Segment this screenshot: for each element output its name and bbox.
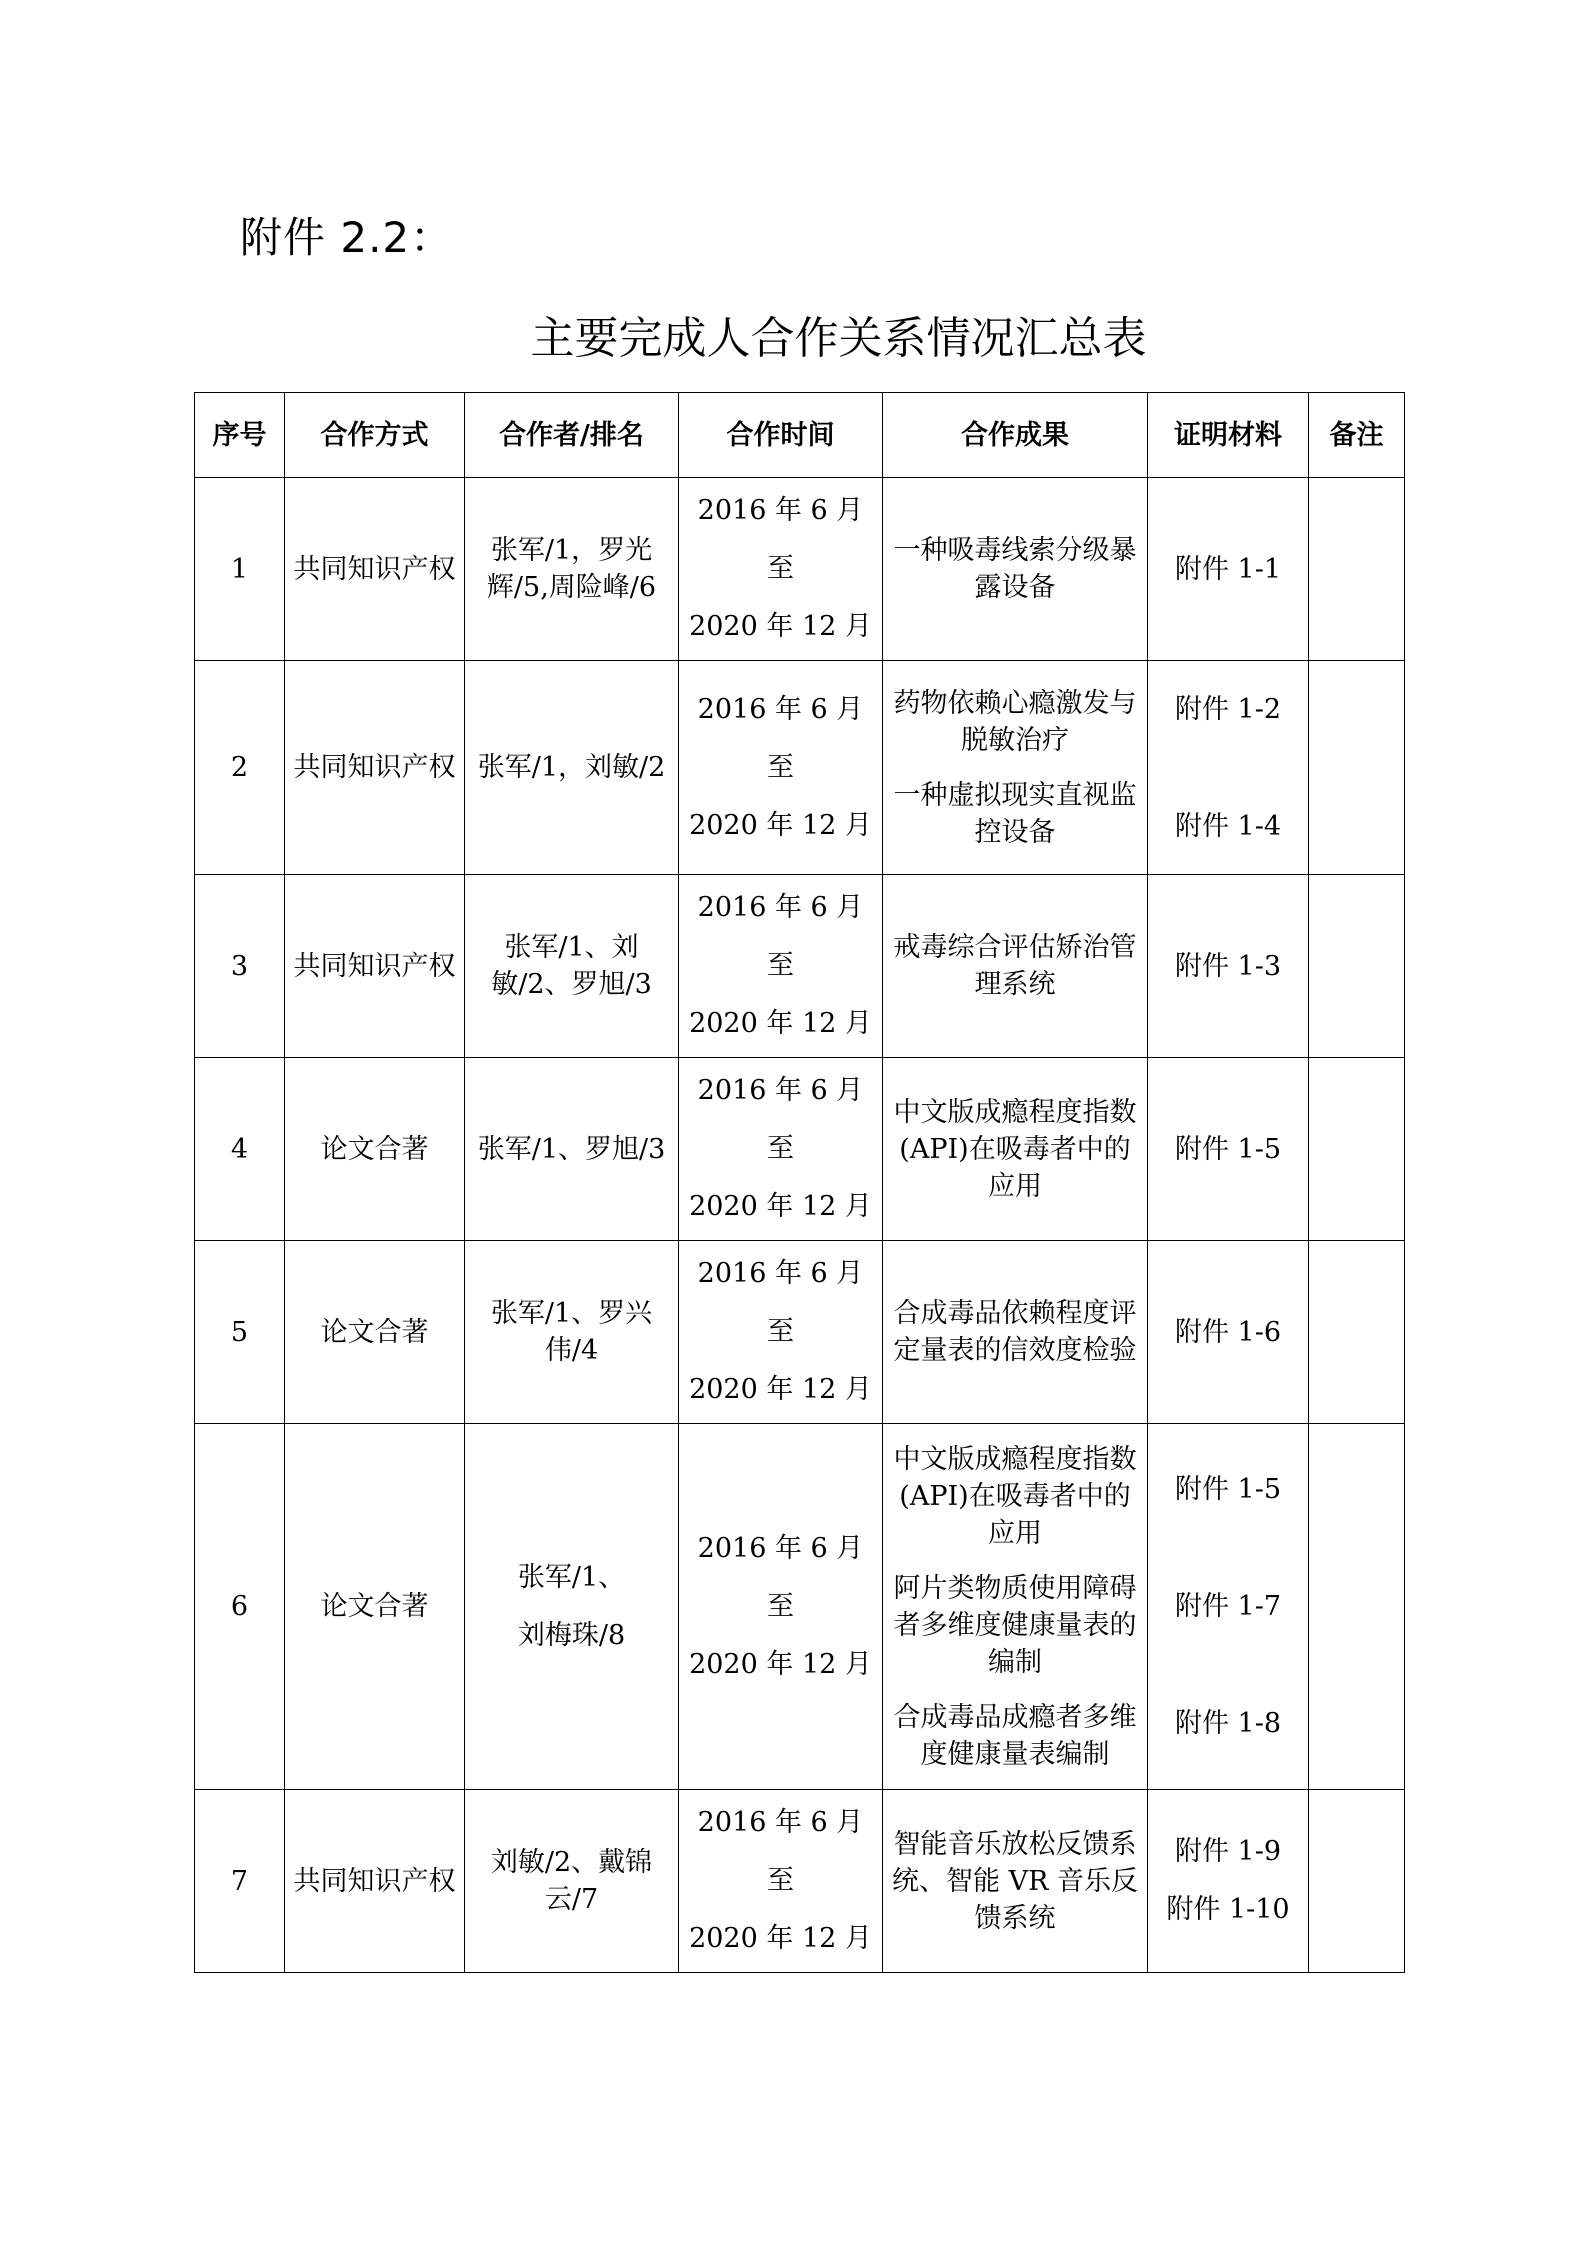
- partner-text: 张军/1、罗旭/3: [477, 1133, 666, 1165]
- cell-partners: [465, 875, 679, 1058]
- table-row: [195, 1058, 1405, 1241]
- cell-note: [1309, 1058, 1405, 1241]
- cell-time: [679, 875, 883, 1058]
- cell-method: 共同知识产权: [285, 1790, 465, 1973]
- cell-no: 7: [195, 1790, 285, 1973]
- header-no: 序号: [195, 393, 285, 478]
- result-text: 阿片类物质使用障碍者多维度健康量表的编制: [893, 1572, 1137, 1678]
- cell-evidence: [1148, 1424, 1309, 1790]
- cell-evidence: [1148, 478, 1309, 661]
- cell-note: [1309, 1424, 1405, 1790]
- evidence-text: 附件 1-2: [1174, 693, 1282, 725]
- table-row: [195, 661, 1405, 875]
- attachment-label: 附件 2.2：: [240, 213, 454, 262]
- cell-no: 1: [195, 478, 285, 661]
- cell-results: [883, 875, 1148, 1058]
- result-text: 一种吸毒线索分级暴露设备: [893, 535, 1137, 603]
- result-text: 戒毒综合评估矫治管理系统: [893, 932, 1137, 1000]
- partner-text: 张军/1、刘敏/2、罗旭/3: [491, 932, 652, 1000]
- result-text: 中文版成瘾程度指数(API)在吸毒者中的应用: [893, 1096, 1137, 1202]
- cell-partners: [465, 1058, 679, 1241]
- cell-results: [883, 661, 1148, 875]
- time-end: 2020 年 12 月: [689, 611, 872, 642]
- table-row: [195, 875, 1405, 1058]
- cell-results: [883, 1790, 1148, 1973]
- header-time: 合作时间: [679, 393, 883, 478]
- time-end: 2020 年 12 月: [689, 1374, 872, 1405]
- cell-results: [883, 1058, 1148, 1241]
- time-end: 2020 年 12 月: [689, 1923, 872, 1954]
- partner-text: 张军/1，罗光辉/5,周险峰/6: [486, 535, 657, 603]
- evidence-text: 附件 1-9: [1174, 1836, 1282, 1867]
- cell-method: 论文合著: [285, 1424, 465, 1790]
- cell-evidence: [1148, 661, 1309, 875]
- result-text: 中文版成瘾程度指数(API)在吸毒者中的应用: [893, 1443, 1137, 1549]
- table-row: [195, 1241, 1405, 1424]
- time-start: 2016 年 6 月至: [697, 1807, 864, 1896]
- cell-no: 4: [195, 1058, 285, 1241]
- header-results: 合作成果: [883, 393, 1148, 478]
- time-end: 2020 年 12 月: [689, 1008, 872, 1039]
- cell-partners: [465, 1790, 679, 1973]
- cell-evidence: [1148, 1790, 1309, 1973]
- evidence-text: 附件 1-6: [1174, 1316, 1282, 1348]
- table-row: [195, 1424, 1405, 1790]
- cell-partners: [465, 1241, 679, 1424]
- evidence-text: 附件 1-4: [1174, 810, 1282, 842]
- cell-note: [1309, 661, 1405, 875]
- result-text: 一种虚拟现实直视监控设备: [893, 779, 1137, 848]
- evidence-text: 附件 1-8: [1174, 1708, 1282, 1739]
- cell-method: 论文合著: [285, 1241, 465, 1424]
- table-row: [195, 1790, 1405, 1973]
- result-text: 药物依赖心瘾激发与脱敏治疗: [893, 687, 1137, 756]
- time-start: 2016 年 6 月至: [697, 495, 864, 584]
- cell-method: 共同知识产权: [285, 661, 465, 875]
- time-end: 2020 年 12 月: [689, 1191, 872, 1222]
- partner-text: 张军/1，刘敏/2: [477, 752, 666, 783]
- evidence-text: 附件 1-3: [1174, 950, 1282, 982]
- partner-text: 刘敏/2、戴锦云/7: [490, 1847, 653, 1915]
- cell-note: [1309, 478, 1405, 661]
- cell-time: [679, 1241, 883, 1424]
- evidence-text: 附件 1-5: [1174, 1474, 1282, 1505]
- time-start: 2016 年 6 月至: [697, 892, 864, 981]
- cell-results: [883, 1424, 1148, 1790]
- evidence-text: 附件 1-7: [1174, 1591, 1282, 1622]
- cell-evidence: [1148, 1058, 1309, 1241]
- cell-evidence: [1148, 875, 1309, 1058]
- cell-no: 2: [195, 661, 285, 875]
- evidence-text: 附件 1-1: [1174, 553, 1282, 585]
- cell-partners: [465, 478, 679, 661]
- time-start: 2016 年 6 月至: [697, 1258, 864, 1347]
- table-row: [195, 478, 1405, 661]
- result-text: 智能音乐放松反馈系统、智能 VR 音乐反馈系统: [892, 1828, 1138, 1934]
- result-text: 合成毒品成瘾者多维度健康量表编制: [893, 1701, 1137, 1770]
- partner-text: 张军/1、罗兴伟/4: [490, 1298, 653, 1366]
- document-title: 主要完成人合作关系情况汇总表: [530, 313, 1147, 364]
- cell-note: [1309, 875, 1405, 1058]
- time-start: 2016 年 6 月至: [697, 1075, 864, 1164]
- table-header-row: [195, 393, 1405, 478]
- cell-results: [883, 1241, 1148, 1424]
- header-note: 备注: [1309, 393, 1405, 478]
- cell-evidence: [1148, 1241, 1309, 1424]
- header-method: 合作方式: [285, 393, 465, 478]
- header-evidence: 证明材料: [1148, 393, 1309, 478]
- cell-time: [679, 1424, 883, 1790]
- cell-no: 3: [195, 875, 285, 1058]
- cell-note: [1309, 1790, 1405, 1973]
- cell-method: 共同知识产权: [285, 875, 465, 1058]
- cell-partners: [465, 1424, 679, 1790]
- time-start: 2016 年 6 月至: [697, 1532, 864, 1622]
- cell-time: [679, 478, 883, 661]
- cell-partners: [465, 661, 679, 875]
- cell-method: 共同知识产权: [285, 478, 465, 661]
- cell-results: [883, 478, 1148, 661]
- header-partners: 合作者/排名: [465, 393, 679, 478]
- time-end: 2020 年 12 月: [689, 809, 872, 841]
- result-text: 合成毒品依赖程度评定量表的信效度检验: [893, 1298, 1137, 1366]
- cooperation-summary-table: [194, 392, 1405, 1973]
- cell-time: [679, 1058, 883, 1241]
- cell-time: [679, 661, 883, 875]
- partner-text: 刘梅珠/8: [517, 1619, 626, 1651]
- cell-no: 6: [195, 1424, 285, 1790]
- partner-text: 张军/1、: [517, 1561, 626, 1593]
- evidence-text: 附件 1-5: [1174, 1133, 1282, 1165]
- time-start: 2016 年 6 月至: [697, 693, 864, 783]
- time-end: 2020 年 12 月: [689, 1648, 872, 1680]
- cell-note: [1309, 1241, 1405, 1424]
- evidence-text: 附件 1-10: [1166, 1894, 1290, 1925]
- cell-time: [679, 1790, 883, 1973]
- cell-no: 5: [195, 1241, 285, 1424]
- cell-method: 论文合著: [285, 1058, 465, 1241]
